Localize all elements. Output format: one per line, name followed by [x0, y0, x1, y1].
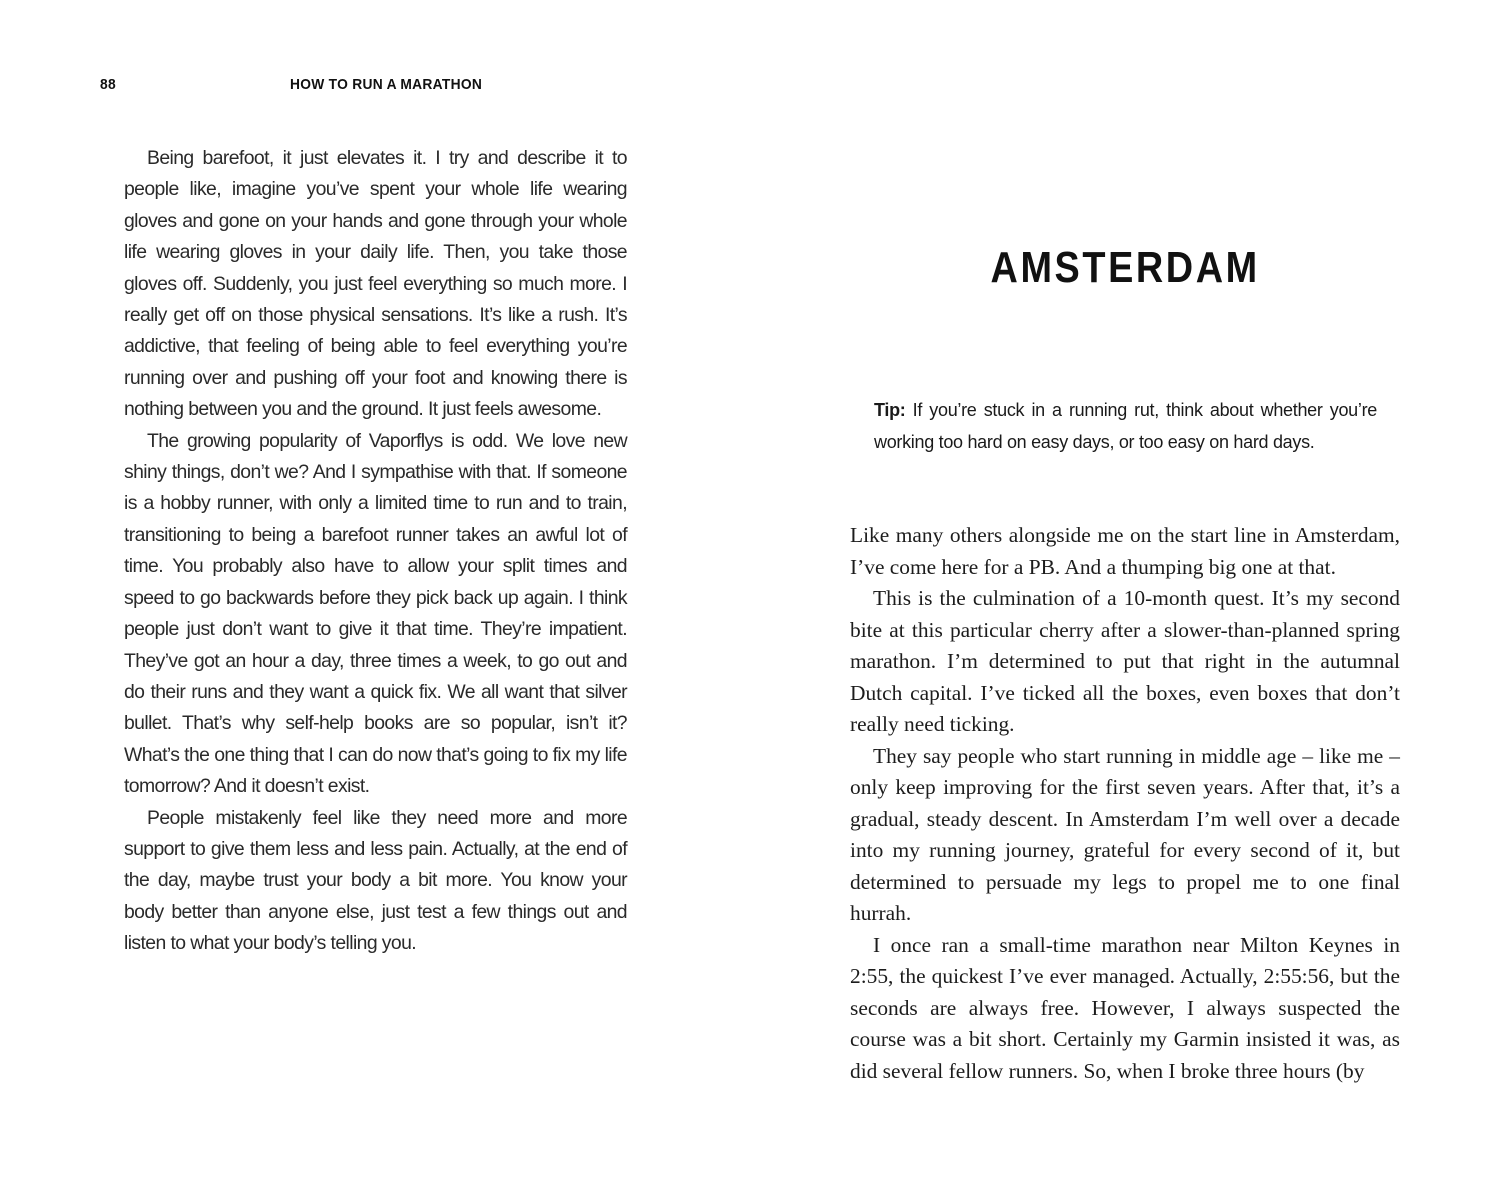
paragraph: This is the culmination of a 10-month quest. It’s my second bite at this particular cherry after a slower-than-planned spring marathon. I’m determined to put that right in the autumnal Dutch capital. I’ve ticked all the boxes, even boxes that don’t really need ticking. — [850, 586, 1400, 736]
running-head-title: HOW TO RUN A MARATHON — [290, 76, 483, 93]
tip-label: Tip: — [874, 400, 906, 420]
tip-box — [874, 395, 1377, 458]
paragraph: I once ran a small-time marathon near Milton Keynes in 2:55, the quickest I’ve ever managed. Actually, 2:55:56, but the seconds are always free. However, I always suspected the course was a bit short. Certainly my Garmin insisted it was, as did several fellow runners. So, when I broke three hours (by — [850, 932, 1400, 1083]
tip-text: If you’re stuck in a running rut, think about whether you’re working too hard on easy days, or too easy on hard days. — [874, 400, 1377, 452]
paragraph: Being barefoot, it just elevates it. I try and describe it to people like, imagine you’ve spent your whole life wearing gloves and gone on your hands and gone through your whole life wearing gloves in your daily life. Then, you take those gloves off. Suddenly, you just feel everything so much more. I really get off on those physical sensations. It’s like a rush. It’s addictive, that feeling of being able to feel everything you’re running over and pushing off your foot and knowing there is nothing between you and the ground. It just feels awesome. — [124, 147, 627, 421]
paragraph: They say people who start running in middle age – like me – only keep improving for the first seven years. After that, it’s a gradual, steady descent. In Amsterdam I’m well over a decade into my running journey, grateful for every second of it, but determined to persuade my legs to propel me to one final hurrah. — [850, 743, 1400, 925]
right-page-body — [850, 520, 1400, 1087]
left-page-body — [124, 143, 627, 960]
paragraph: People mistakenly feel like they need more and more support to give them less and less pain. Actually, at the end of the day, maybe trust your body a bit more. You know your body better than anyone else, just test a few things out and listen to what your body’s telling you. — [124, 806, 627, 955]
paragraph: The growing popularity of Vaporflys is odd. We love new shiny things, don’t we? And I sympathise with that. If someone is a hobby runner, with only a limited time to run and to train, transitioning to being a barefoot runner takes an awful lot of time. You probably also have to allow your split times and speed to go backwards before they pick back up again. I think people just don’t want to give it that time. They’re impatient. They’ve got an hour a day, three times a week, to go out and do their runs and they want a quick fix. We all want that silver bullet. That’s why self-help books are so popular, isn’t it? What’s the one thing that I can do now that’s going to fix my life tomorrow? And it doesn’t exist. — [124, 429, 627, 798]
page-number: 88 — [100, 76, 116, 93]
right-page — [750, 0, 1500, 1200]
paragraph: Like many others alongside me on the start line in Amsterdam, I’ve come here for a PB. And a thumping big one at that. — [850, 523, 1400, 579]
chapter-title: AMSTERDAM — [990, 243, 1260, 292]
